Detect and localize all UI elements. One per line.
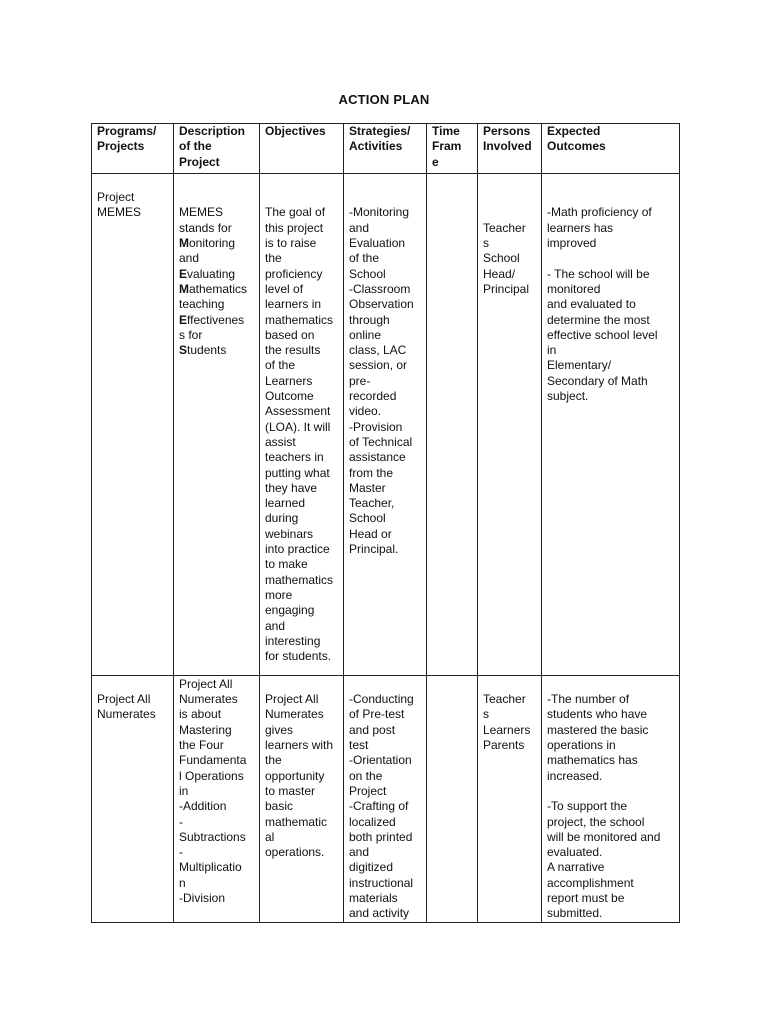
header-strategies: Strategies/ Activities: [344, 124, 427, 174]
text-line: The goal of: [265, 205, 326, 220]
text-line: recorded: [349, 389, 397, 404]
text-line: Subtractions: [179, 829, 246, 844]
text-line: and: [265, 618, 286, 633]
text-line: class, LAC: [349, 343, 407, 358]
text-line: Head or: [349, 526, 392, 541]
text-line: -: [179, 814, 183, 829]
text-line: -Addition: [179, 799, 227, 814]
text-line: to make: [265, 557, 308, 572]
text-line: increased.: [547, 768, 603, 783]
text-line: Project: [349, 783, 387, 798]
text-line: test: [349, 738, 369, 753]
text-line: Learners: [483, 722, 531, 737]
text-line: -: [179, 845, 183, 860]
text-line: operations.: [265, 845, 325, 860]
text-line: in: [547, 343, 557, 358]
objectives-text: [265, 205, 338, 664]
text-line: learned: [265, 496, 306, 511]
text-line: engaging: [265, 603, 315, 618]
text-line: and: [349, 845, 370, 860]
text-line: Elementary/: [547, 358, 612, 373]
text-line: to master: [265, 783, 316, 798]
text-line: Learners: [265, 373, 313, 388]
text-line: they have: [265, 480, 318, 495]
text-line: Project All: [179, 676, 233, 691]
text-line: and post: [349, 722, 396, 737]
text-line: report must be: [547, 891, 625, 906]
text-line: Secondary of Math: [547, 373, 648, 388]
text-line: for students.: [265, 649, 332, 664]
text-line: Project All: [97, 692, 151, 707]
text-line: of Technical: [349, 434, 413, 449]
strategies-text: [349, 205, 421, 557]
text-line: of the: [265, 358, 296, 373]
text-line: improved: [547, 236, 597, 251]
text-line: Teacher: [483, 220, 526, 235]
text-line: assistance: [349, 450, 406, 465]
text-line: al: [265, 829, 275, 844]
text-line: - The school will be: [547, 266, 650, 281]
text-line: the Four: [179, 738, 224, 753]
cell-objectives: [260, 675, 344, 922]
text-line: digitized: [349, 860, 394, 875]
text-line: video.: [349, 404, 382, 419]
text-line: monitored: [547, 281, 601, 296]
initial-letter: S: [179, 343, 188, 358]
text-line: -Monitoring: [349, 205, 410, 220]
text-line: the: [265, 753, 282, 768]
outcomes-text-a: [547, 692, 674, 784]
text-line: proficiency: [265, 266, 323, 281]
outcomes-text-a: [547, 205, 674, 251]
text-line: gives: [265, 722, 294, 737]
text-line: Project All: [265, 692, 319, 707]
text-line: project, the school: [547, 814, 645, 829]
text-line: Teacher,: [349, 496, 395, 511]
objectives-text: [265, 692, 338, 860]
description-text: [179, 677, 254, 906]
outcomes-text-b: [547, 799, 674, 921]
text-line: and evaluated to: [547, 297, 636, 312]
text-line: evaluated.: [547, 845, 603, 860]
text-line: learners has: [547, 220, 614, 235]
text-line: Principal: [483, 281, 530, 296]
table-row: [92, 675, 680, 922]
text-line: this project: [265, 220, 324, 235]
text-line: n: [179, 875, 186, 890]
header-objectives: Objectives: [260, 124, 344, 174]
text-line: mathematics: [265, 572, 334, 587]
initial-letter: M: [179, 281, 189, 296]
text-line: and activity: [349, 906, 410, 921]
cell-program: [92, 675, 174, 922]
cell-description: [174, 675, 260, 922]
text-line: is about: [179, 707, 222, 722]
text-line: effective school level: [547, 327, 658, 342]
text-line: s: [483, 236, 489, 251]
text-line: Outcome: [265, 389, 314, 404]
strategies-text: [349, 692, 421, 921]
cell-outcomes: [542, 675, 680, 922]
text-line: localized: [349, 814, 396, 829]
initial-letter: E: [179, 312, 188, 327]
cell-persons: [478, 173, 542, 675]
text-line: during: [265, 511, 299, 526]
text-line: more: [265, 587, 293, 602]
cell-objectives: [260, 173, 344, 675]
text-line: Parents: [483, 738, 525, 753]
header-row: [92, 124, 680, 174]
text-line: Numerates: [179, 692, 238, 707]
text-line: s: [483, 707, 489, 722]
text-line: submitted.: [547, 906, 603, 921]
text-line: both printed: [349, 829, 413, 844]
text-line: on the: [349, 768, 383, 783]
initial-letter: E: [179, 266, 188, 281]
text-line: l Operations: [179, 768, 244, 783]
text-line: putting what: [265, 465, 330, 480]
text-line: of the: [349, 251, 380, 266]
text-line: basic: [265, 799, 294, 814]
text-line: learners in: [265, 297, 322, 312]
text-line: mathematic: [265, 814, 328, 829]
text-line: determine the most: [547, 312, 650, 327]
outcomes-text-b: [547, 267, 674, 405]
text-line: Evaluation: [349, 236, 406, 251]
text-line: Teacher: [483, 692, 526, 707]
text-line: A narrative: [547, 860, 605, 875]
persons-text: [483, 221, 536, 297]
text-line: Fundamenta: [179, 753, 247, 768]
text-line: Multiplicatio: [179, 860, 242, 875]
text-line: in: [179, 783, 189, 798]
text-line: is to raise: [265, 236, 317, 251]
cell-program: Project MEMES: [92, 173, 174, 675]
text-line: Master: [349, 480, 386, 495]
text-line: mathematics: [265, 312, 334, 327]
text-line: -Conducting: [349, 692, 414, 707]
text-line: will be monitored and: [547, 829, 661, 844]
text-line: -Math proficiency of: [547, 205, 652, 220]
text-line: School: [483, 251, 520, 266]
table-row: [92, 173, 680, 675]
text-line: and: [349, 220, 370, 235]
cell-time-frame: [427, 173, 478, 675]
text-line: -Crafting of: [349, 799, 409, 814]
text-line: -Classroom: [349, 281, 411, 296]
text-line: level of: [265, 281, 304, 296]
text-line: the: [265, 251, 282, 266]
text-line: subject.: [547, 389, 589, 404]
text-line: materials: [349, 891, 398, 906]
text-line: teachers in: [265, 450, 324, 465]
cell-strategies: [344, 173, 427, 675]
text-line: session, or: [349, 358, 408, 373]
text-line: Head/: [483, 266, 516, 281]
text-line: webinars: [265, 526, 314, 541]
text-line: Numerates: [97, 707, 156, 722]
text-line: learners with: [265, 738, 334, 753]
text-line: from the: [349, 465, 394, 480]
text-line: -Provision: [349, 419, 403, 434]
text-line: -Orientation: [349, 753, 412, 768]
text-line: mathematics has: [547, 753, 638, 768]
text-line: Numerates: [265, 707, 324, 722]
page-title: ACTION PLAN: [338, 92, 430, 107]
text-line: School: [349, 266, 386, 281]
text-line: instructional: [349, 875, 414, 890]
text-line: (LOA). It will: [265, 419, 331, 434]
header-description: Description of the Project: [174, 124, 260, 174]
text-line: Assessment: [265, 404, 331, 419]
action-plan-table: [91, 123, 680, 923]
header-persons-involved: Persons Involved: [478, 124, 542, 174]
text-line: opportunity: [265, 768, 325, 783]
text-line: interesting: [265, 633, 321, 648]
text-line: the results: [265, 343, 321, 358]
cell-outcomes: [542, 173, 680, 675]
cell-time-frame: [427, 675, 478, 922]
text-line: assist: [265, 434, 296, 449]
text-line: online: [349, 327, 382, 342]
text-line: -To support the: [547, 799, 628, 814]
persons-text: [483, 692, 536, 753]
header-programs: Programs/ Projects: [92, 124, 174, 174]
text-line: through: [349, 312, 390, 327]
text-line: Observation: [349, 297, 414, 312]
text-line: accomplishment: [547, 875, 634, 890]
cell-description: MEMES stands for Monitoring and Evaluating Mathematics teaching Effectivenes s for Students: [174, 173, 260, 675]
text-line: mastered the basic: [547, 722, 649, 737]
text-line: -The number of: [547, 692, 630, 707]
text-line: of Pre-test: [349, 707, 405, 722]
text-line: School: [349, 511, 386, 526]
text-line: pre-: [349, 373, 371, 388]
header-time-frame: Time Fram e: [427, 124, 478, 174]
text-line: Mastering: [179, 722, 232, 737]
program-text: [97, 692, 168, 723]
text-line: operations in: [547, 738, 616, 753]
text-line: into practice: [265, 542, 330, 557]
cell-strategies: [344, 675, 427, 922]
initial-letter: M: [179, 236, 189, 251]
text-line: based on: [265, 327, 315, 342]
cell-persons: [478, 675, 542, 922]
text-line: students who have: [547, 707, 648, 722]
text-line: -Division: [179, 891, 226, 906]
header-expected-outcomes: Expected Outcomes: [542, 124, 680, 174]
text-line: Principal.: [349, 542, 399, 557]
